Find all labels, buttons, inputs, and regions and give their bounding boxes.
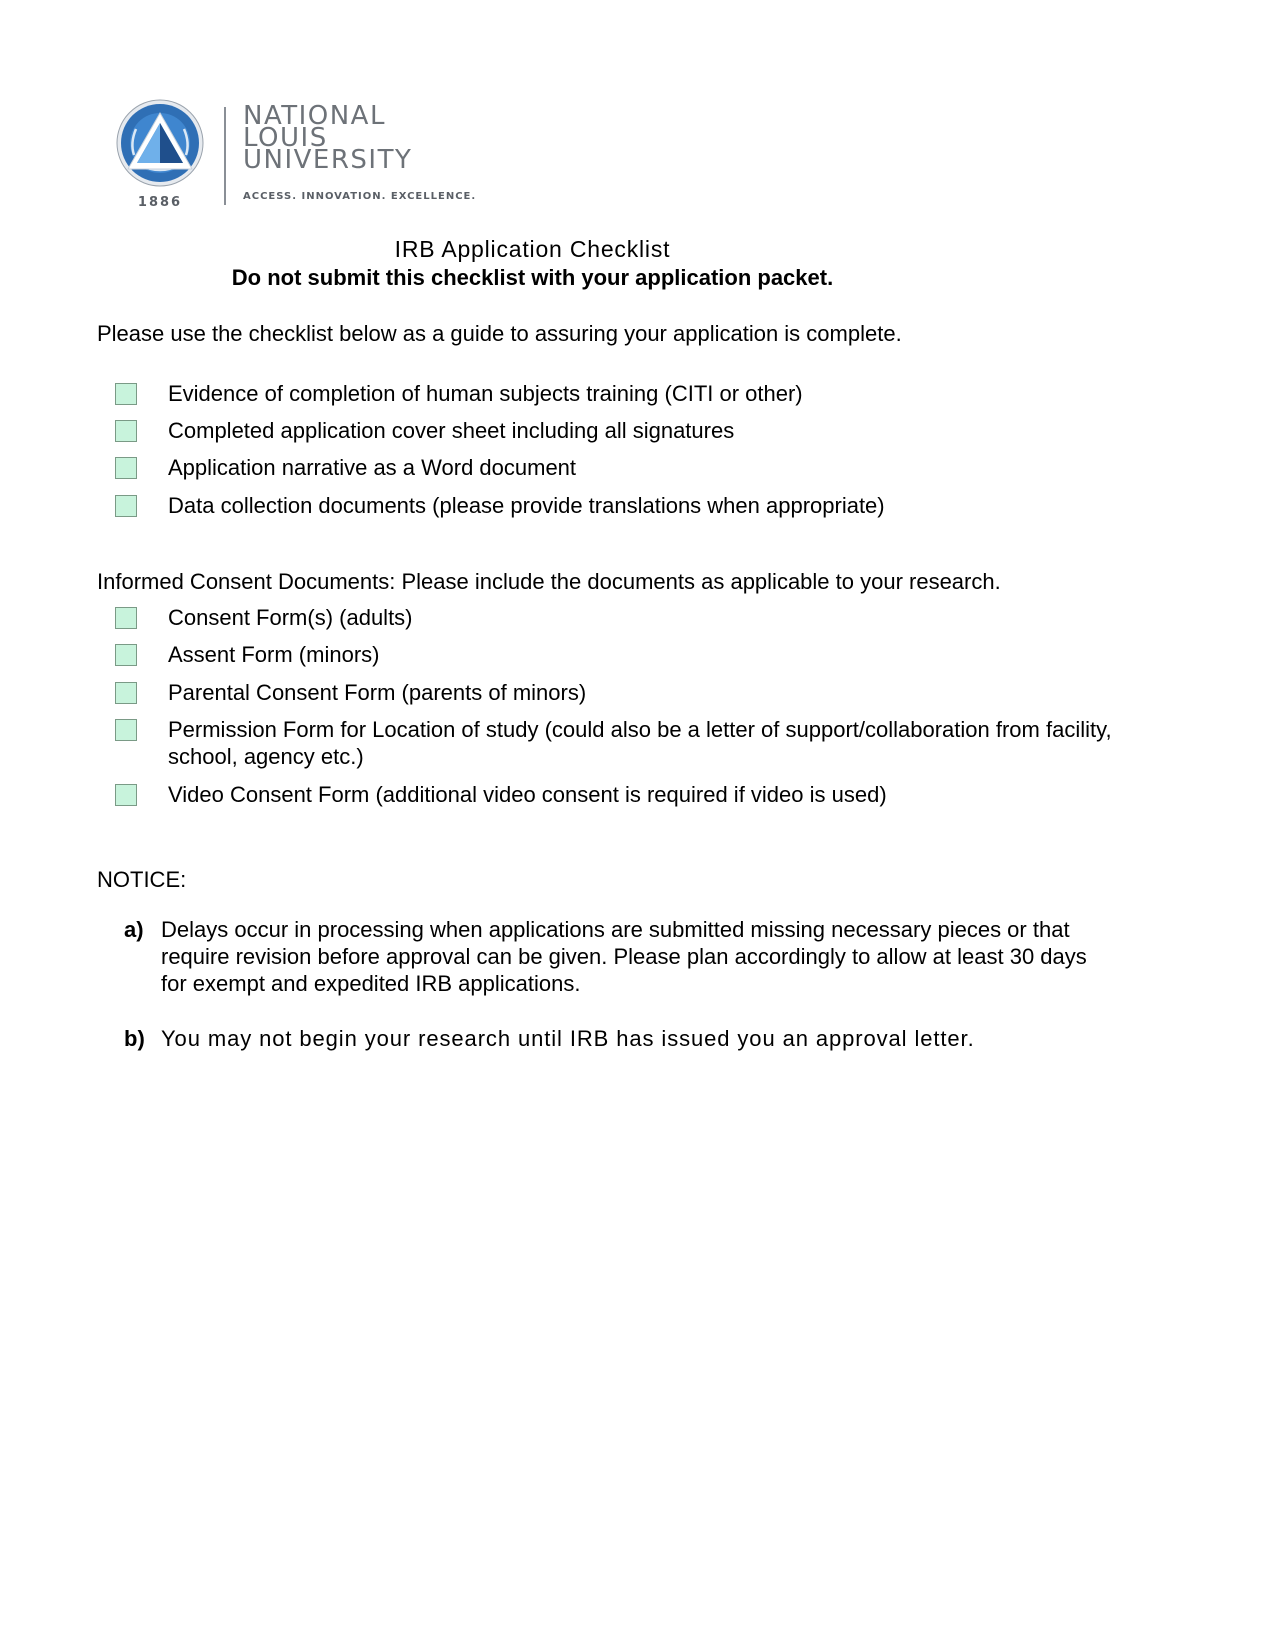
notice-marker: a): [124, 917, 144, 942]
logo-year: 1886: [137, 195, 183, 210]
document-subtitle: Do not submit this checklist with your application packet.: [231, 265, 834, 290]
checkbox[interactable]: [115, 644, 137, 666]
checkbox[interactable]: [115, 495, 137, 517]
checklist-label: Completed application cover sheet including all signatures: [168, 418, 735, 443]
checkbox[interactable]: [115, 607, 137, 629]
checkbox[interactable]: [115, 457, 137, 479]
consent-label: Video Consent Form (additional video consent is required if video is used): [168, 782, 887, 807]
logo-tagline: ACCESS. INNOVATION. EXCELLENCE.: [243, 191, 477, 202]
checkbox[interactable]: [115, 383, 137, 405]
wordmark-line: UNIVERSITY: [243, 145, 413, 175]
consent-label: Assent Form (minors): [168, 642, 380, 667]
notice-heading: NOTICE:: [97, 867, 187, 892]
wordmark-line: NATIONAL: [243, 101, 386, 131]
checkbox[interactable]: [115, 784, 137, 806]
checklist-label: Application narrative as a Word document: [168, 455, 577, 480]
checkbox[interactable]: [115, 682, 137, 704]
notice-text: You may not begin your research until IRB has issued you an approval letter.: [161, 1026, 975, 1051]
consent-heading: Informed Consent Documents: Please include the documents as applicable to your research.: [97, 569, 1001, 594]
checklist-label: Evidence of completion of human subjects training (CITI or other): [168, 381, 803, 406]
notice-marker: b): [124, 1026, 145, 1051]
wordmark-line: LOUIS: [243, 123, 328, 153]
notice-text: Delays occur in processing when applications are submitted missing necessary pieces or that require revision before approval can be given. Please plan accordingly to allow at least 30 days for exempt and expedited IRB applications.: [161, 917, 1087, 996]
intro-text: Please use the checklist below as a guide to assuring your application is complete.: [97, 321, 902, 346]
university-logo: [112, 95, 477, 215]
checkbox[interactable]: [115, 719, 137, 741]
checkbox[interactable]: [115, 420, 137, 442]
document-title: IRB Application Checklist: [394, 236, 671, 262]
consent-label: Permission Form for Location of study (could also be a letter of support/collaboration from facility, school, agency etc.): [168, 717, 1112, 769]
university-seal-icon: [116, 99, 204, 187]
checklist-label: Data collection documents (please provide translations when appropriate): [168, 493, 885, 518]
logo-divider: [224, 107, 226, 205]
consent-label: Parental Consent Form (parents of minors): [168, 680, 587, 705]
logo-wordmark: [243, 101, 413, 175]
consent-label: Consent Form(s) (adults): [168, 605, 413, 630]
